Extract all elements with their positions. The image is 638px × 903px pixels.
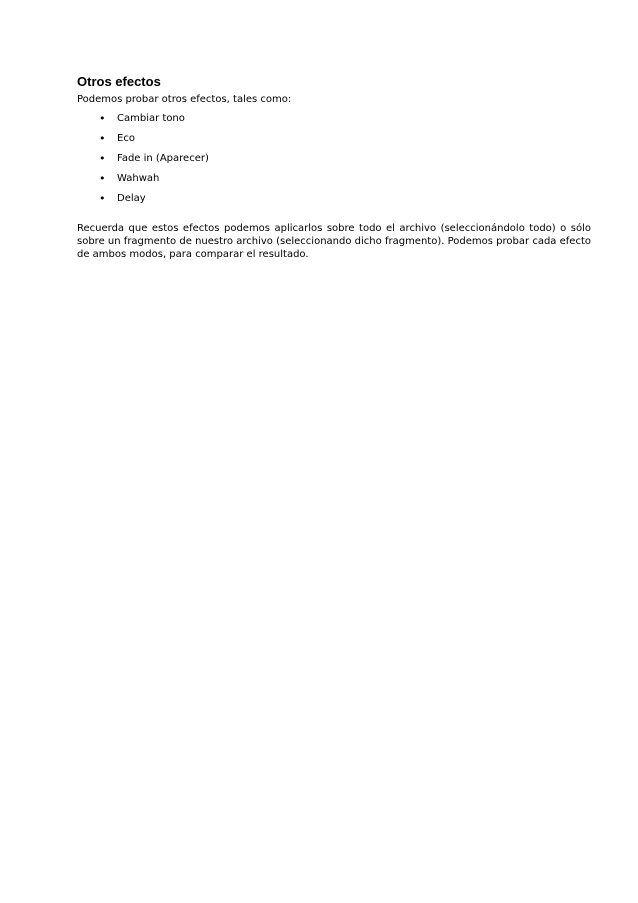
document-content <box>77 73 591 261</box>
bullet-icon: • <box>99 152 106 165</box>
bullet-icon: • <box>99 192 106 205</box>
list-item-label: Eco <box>117 133 135 144</box>
intro-text: Podemos probar otros efectos, tales como: <box>77 94 292 105</box>
bullet-icon: • <box>99 112 106 125</box>
list-item-label: Cambiar tono <box>117 113 185 124</box>
effects-list <box>77 112 591 206</box>
bullet-icon: • <box>99 132 106 145</box>
list-item-fade-in <box>77 152 591 166</box>
body-paragraph: Recuerda que estos efectos podemos aplicarlos sobre todo el archivo (seleccionándolo todo) o sólo sobre un fragmento de nuestro archivo (seleccionando dicho fragmento). Podemos probar cada efecto de ambos modos, para comparar el resultado. <box>77 223 591 260</box>
section-heading: Otros efectos <box>77 74 161 89</box>
list-item-label: Wahwah <box>117 173 160 184</box>
bullet-icon: • <box>99 172 106 185</box>
list-item-wahwah <box>77 172 591 186</box>
list-item-delay <box>77 192 591 206</box>
list-item-cambiar-tono <box>77 112 591 126</box>
list-item-eco <box>77 132 591 146</box>
list-item-label: Fade in (Aparecer) <box>117 153 209 164</box>
list-item-label: Delay <box>117 193 146 204</box>
